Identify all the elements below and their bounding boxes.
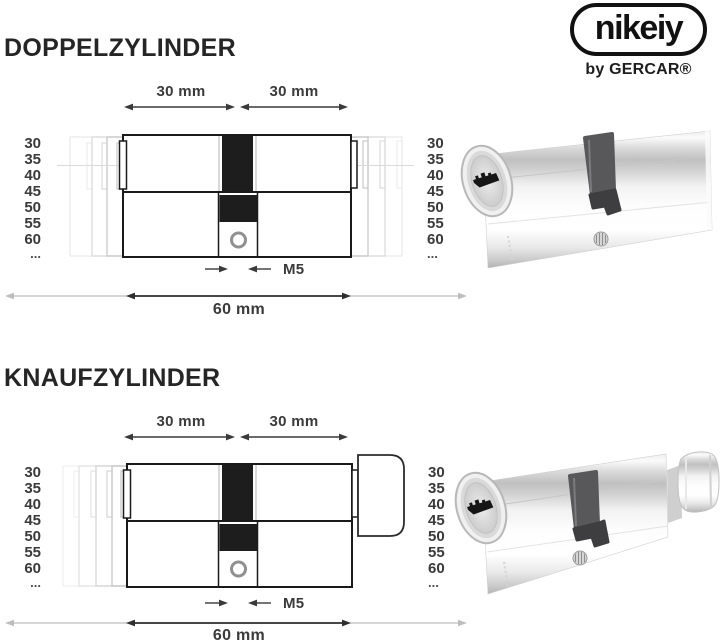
half-length-dimension-arrows <box>124 104 348 111</box>
size-label: 50 <box>428 528 445 545</box>
size-label: 30 <box>428 464 445 481</box>
size-label: 45 <box>427 183 444 200</box>
left-half-dimension: 30 mm <box>156 83 206 100</box>
size-label: 40 <box>427 167 444 184</box>
cam-block <box>220 195 258 222</box>
cam-block <box>220 524 258 551</box>
left-half-dimension: 30 mm <box>156 413 206 430</box>
size-label: 30 <box>427 135 444 152</box>
size-label: 55 <box>24 544 41 561</box>
right-half-dimension: 30 mm <box>269 413 319 430</box>
size-scale-right <box>428 464 445 590</box>
size-scale-right <box>427 135 444 261</box>
brand-logo <box>570 3 707 56</box>
size-label: 45 <box>24 183 41 200</box>
knob-outline <box>358 455 404 536</box>
size-label: 60 <box>24 560 41 577</box>
knob-cylinder-photo <box>448 432 720 632</box>
knaufzylinder-diagram <box>0 405 470 642</box>
size-label: 50 <box>24 528 41 545</box>
size-label: 40 <box>24 167 41 184</box>
thread-hole-photo <box>573 551 587 565</box>
size-label: 30 <box>24 135 41 152</box>
cam-bar <box>222 136 253 191</box>
doppelzylinder-diagram <box>0 75 470 318</box>
right-half-dimension: 30 mm <box>269 83 319 100</box>
size-label: 60 <box>427 231 444 248</box>
size-label: 35 <box>24 480 41 497</box>
size-label-more: ... <box>427 246 438 261</box>
size-label: 55 <box>427 215 444 232</box>
section-title-doppelzylinder: DOPPELZYLINDER <box>4 34 236 62</box>
thread-label: M5 <box>283 261 305 278</box>
total-length-label: 60 mm <box>212 301 266 318</box>
size-label: 60 <box>24 231 41 248</box>
thread-hole-photo <box>594 232 608 246</box>
size-label-more: ... <box>428 575 439 590</box>
thread-pointer-arrows <box>205 266 271 273</box>
total-length-label: 60 mm <box>212 627 266 642</box>
size-label: 35 <box>428 480 445 497</box>
ghost-size-outlines-right <box>351 137 402 256</box>
size-label: 40 <box>428 496 445 513</box>
fixing-screw-hole <box>232 233 246 247</box>
size-label: 35 <box>24 151 41 168</box>
total-length-arrows <box>5 620 467 627</box>
section-title-knaufzylinder: KNAUFZYLINDER <box>4 364 221 392</box>
size-label: 45 <box>24 512 41 529</box>
size-label: 60 <box>428 560 445 577</box>
brand-byline: by GERCAR® <box>585 61 692 78</box>
size-label: 40 <box>24 496 41 513</box>
ghost-size-outlines-left <box>63 466 127 586</box>
total-length-arrows <box>5 293 467 300</box>
knob-photo <box>667 452 719 523</box>
half-length-dimension-arrows <box>124 434 348 441</box>
size-label: 35 <box>427 151 444 168</box>
double-cylinder-photo <box>450 118 720 293</box>
size-label-more: ... <box>30 246 41 261</box>
size-scale-left <box>24 464 41 590</box>
size-label: 55 <box>24 215 41 232</box>
size-scale-left <box>24 135 41 261</box>
ghost-size-outlines-left <box>70 137 123 256</box>
thread-pointer-arrows <box>205 600 271 607</box>
thread-label: M5 <box>283 595 305 612</box>
size-label-more: ... <box>30 575 41 590</box>
size-label: 50 <box>427 199 444 216</box>
size-label: 50 <box>24 199 41 216</box>
size-label: 30 <box>24 464 41 481</box>
cam-bar <box>222 465 253 520</box>
size-label: 45 <box>428 512 445 529</box>
size-label: 55 <box>428 544 445 561</box>
brand-logo-text: nikeiy <box>594 9 683 47</box>
fixing-screw-hole <box>232 562 246 576</box>
